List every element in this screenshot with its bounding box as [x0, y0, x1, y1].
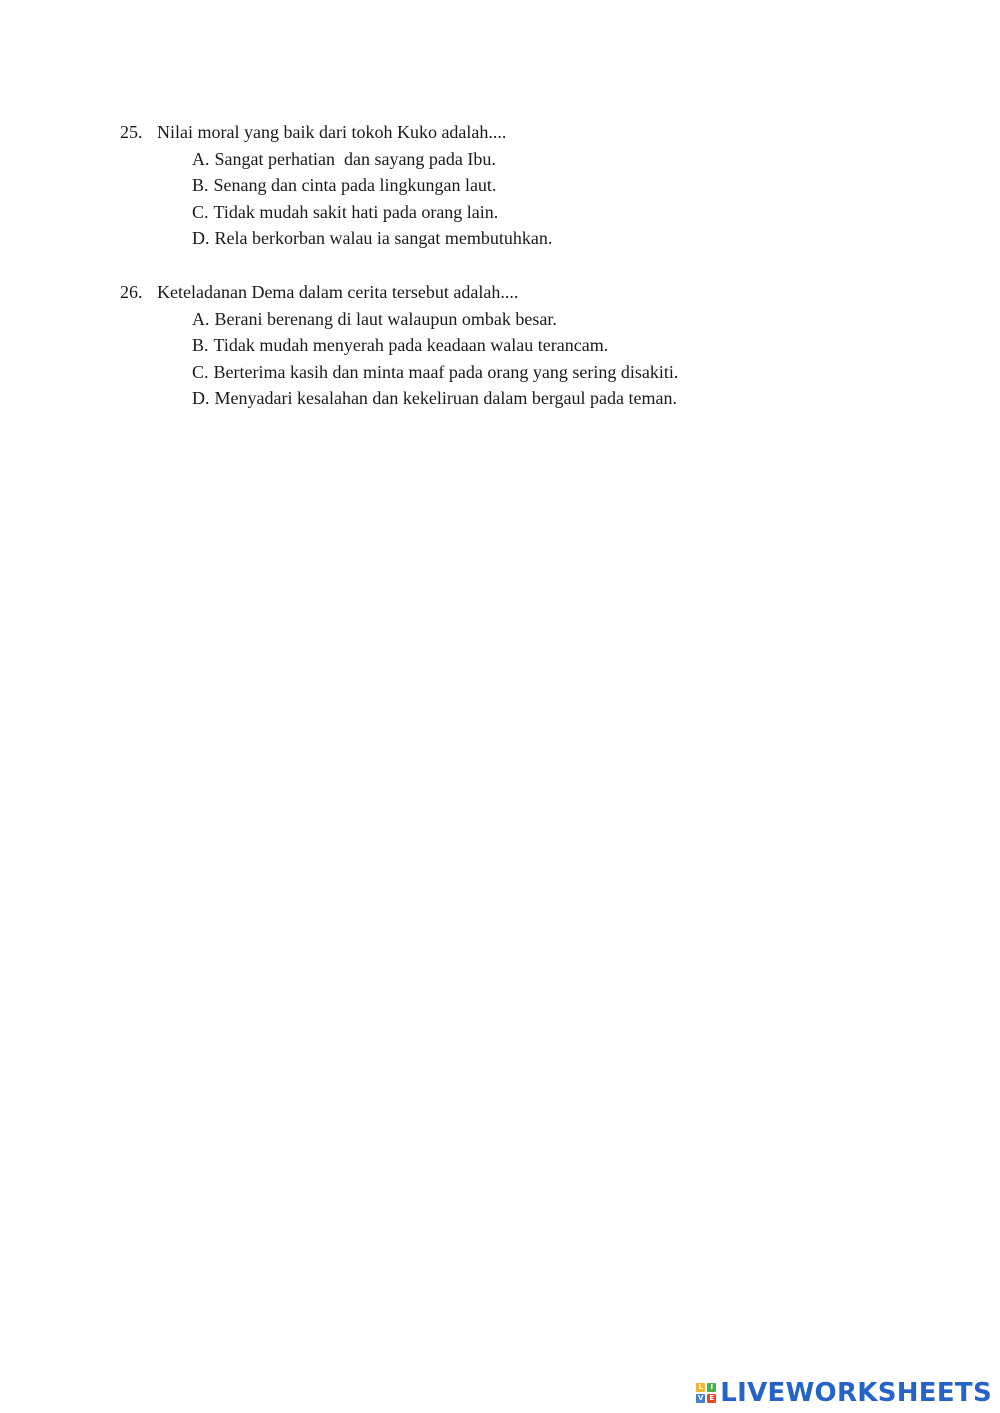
question-stem — [120, 119, 880, 146]
answer-option-b[interactable] — [192, 332, 880, 359]
answer-option-d[interactable] — [192, 225, 880, 252]
option-letter: C. — [192, 201, 209, 222]
answer-option-b[interactable] — [192, 172, 880, 199]
answer-option-a[interactable] — [192, 306, 880, 333]
logo-text: LIVEWORKSHEETS — [720, 1378, 992, 1408]
logo-square-e: E — [707, 1394, 716, 1403]
question-text: Nilai moral yang baik dari tokoh Kuko adalah.... — [157, 122, 507, 142]
answer-option-d[interactable] — [192, 385, 880, 412]
question-number: 25. — [120, 122, 143, 142]
liveworksheets-logo — [696, 1377, 992, 1409]
option-text: Tidak mudah menyerah pada keadaan walau terancam. — [213, 335, 609, 355]
option-letter: C. — [192, 361, 209, 382]
option-letter: A. — [192, 148, 210, 169]
option-letter: D. — [192, 388, 210, 408]
option-text: Berani berenang di laut walaupun ombak besar. — [214, 308, 557, 329]
option-text: Tidak mudah sakit hati pada orang lain. — [213, 201, 499, 222]
option-text: Sangat perhatian dan sayang pada Ibu. — [214, 148, 496, 169]
question-stem — [120, 279, 880, 306]
question-25 — [120, 119, 880, 252]
option-letter: B. — [192, 175, 209, 195]
question-number: 26. — [120, 282, 143, 302]
option-text: Senang dan cinta pada lingkungan laut. — [213, 175, 497, 195]
option-text: Berterima kasih dan minta maaf pada orang yang sering disakiti. — [213, 361, 679, 382]
answer-option-a[interactable] — [192, 146, 880, 173]
question-text: Keteladanan Dema dalam cerita tersebut adalah.... — [157, 282, 519, 302]
option-text: Menyadari kesalahan dan kekeliruan dalam bergaul pada teman. — [214, 388, 677, 408]
option-text: Rela berkorban walau ia sangat membutuhkan. — [214, 228, 553, 248]
answer-options — [120, 146, 880, 252]
option-letter: A. — [192, 308, 210, 329]
answer-option-c[interactable] — [192, 359, 880, 386]
option-letter: B. — [192, 335, 209, 355]
answer-options — [120, 306, 880, 412]
logo-mark-icon — [696, 1383, 716, 1403]
logo-square-l: L — [696, 1383, 705, 1392]
logo-square-i: I — [707, 1383, 716, 1392]
question-26 — [120, 279, 880, 412]
option-letter: D. — [192, 228, 210, 248]
logo-square-v: V — [698, 1394, 704, 1402]
answer-option-c[interactable] — [192, 199, 880, 226]
